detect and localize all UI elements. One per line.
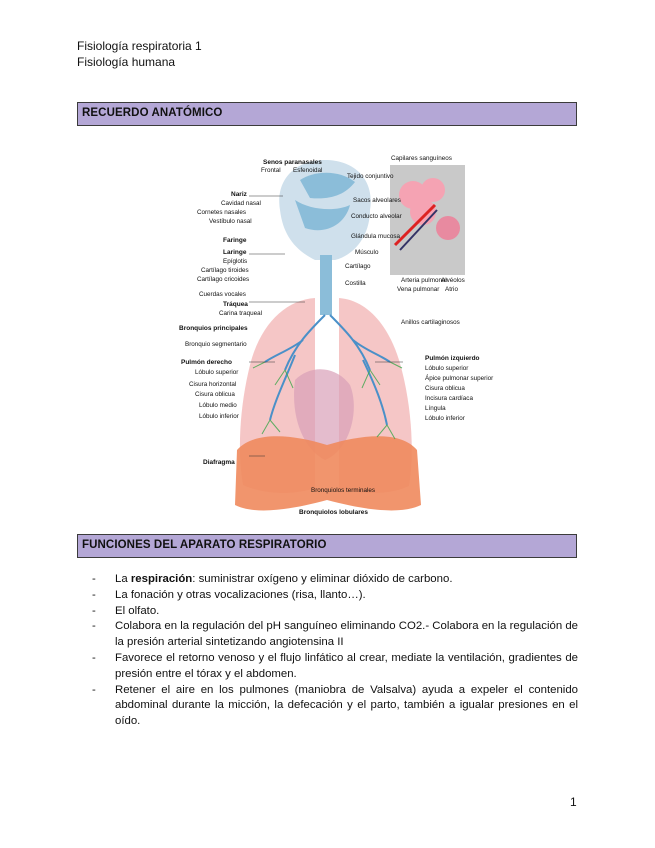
label-cornetes: Cornetes nasales <box>197 209 247 216</box>
label-frontal: Frontal <box>261 167 281 174</box>
label-nariz: Nariz <box>231 191 247 198</box>
list-item: - La respiración: suministrar oxígeno y eliminar dióxido de carbono. <box>92 573 453 585</box>
label-lobulo-inf-d: Lóbulo inferior <box>199 413 239 420</box>
label-bronq-lobulares: Bronquiolos lobulares <box>299 509 368 516</box>
label-bronquios-principales: Bronquios principales <box>179 325 248 332</box>
header-line-1: Fisiología respiratoria 1 <box>77 39 202 53</box>
label-bronquio-segmentario: Bronquio segmentario <box>185 341 247 348</box>
label-costilla: Costilla <box>345 280 366 287</box>
label-carina: Carina traqueal <box>219 310 263 317</box>
label-tejido: Tejido conjuntivo <box>347 173 394 180</box>
list-item: - El olfato. <box>92 604 160 617</box>
section-title-anatomy: RECUERDO ANATÓMICO <box>77 102 577 126</box>
label-cisura-obl-d: Cisura oblicua <box>195 391 235 398</box>
label-cart-tiroides: Cartílago tiroides <box>201 267 249 274</box>
label-sacos: Sacos alveolares <box>353 197 401 204</box>
functions-list <box>92 572 578 730</box>
respiratory-anatomy-figure <box>165 150 494 520</box>
label-bronq-terminales: Bronquiolos terminales <box>311 487 376 494</box>
label-atrio: Atrio <box>445 286 458 293</box>
list-item: - Favorece el retorno venoso y el flujo linfático al crear, mediate la ventilación, gradientes de presión entre el tórax y el abdomen. <box>92 651 578 680</box>
section-title-functions: FUNCIONES DEL APARATO RESPIRATORIO <box>77 534 577 558</box>
label-lobulo-medio: Lóbulo medio <box>199 402 237 409</box>
label-lobulo-inf-i: Lóbulo inferior <box>425 415 465 422</box>
label-senos: Senos paranasales <box>263 159 322 166</box>
list-item: - La fonación y otras vocalizaciones (risa, llanto…). <box>92 588 366 601</box>
label-lobulo-sup-i: Lóbulo superior <box>425 365 469 372</box>
list-item: - Retener el aire en los pulmones (maniobra de Valsalva) ayuda a expeler el contenido abdominal durante la micción, la defecación y el parto, también a igualar presiones en el oído. <box>92 683 578 728</box>
label-lingula: Língula <box>425 405 446 412</box>
label-cisura-horizontal: Cisura horizontal <box>189 381 237 388</box>
label-pulmon-derecho: Pulmón derecho <box>181 359 232 366</box>
label-vena: Vena pulmonar <box>397 286 440 293</box>
label-esfenoidal: Esfenoidal <box>293 167 323 174</box>
list-item: - Colabora en la regulación del pH sanguíneo eliminando CO2.- Colabora en la regulación de la presión arterial sintetizando angiotensina II <box>92 620 578 649</box>
label-apice: Ápice pulmonar superior <box>425 375 494 382</box>
label-musculo: Músculo <box>355 249 379 256</box>
label-faringe: Faringe <box>223 237 247 244</box>
label-diafragma: Diafragma <box>203 459 235 466</box>
label-cavidad-nasal: Cavidad nasal <box>221 200 261 207</box>
label-glandula: Glándula mucosa <box>351 233 401 240</box>
label-capilares: Capilares sanguíneos <box>391 155 452 162</box>
label-anillos: Anillos cartilaginosos <box>401 319 460 326</box>
label-incisura: Incisura cardíaca <box>425 395 473 402</box>
label-alveolos: Alvéolos <box>441 277 465 284</box>
label-cuerdas: Cuerdas vocales <box>199 291 246 298</box>
page-number: 1 <box>570 795 577 809</box>
label-conducto: Conducto alveolar <box>351 213 402 220</box>
header-line-2: Fisiología humana <box>77 55 176 69</box>
label-arteria: Arteria pulmonar <box>401 277 448 284</box>
label-cisura-obl-i: Cisura oblicua <box>425 385 465 392</box>
label-lobulo-sup-d: Lóbulo superior <box>195 369 239 376</box>
label-vestibulo: Vestíbulo nasal <box>209 218 252 225</box>
label-pulmon-izquierdo: Pulmón izquierdo <box>425 355 480 362</box>
label-cart-cricoides: Cartílago cricoides <box>197 276 250 283</box>
label-cartilago: Cartílago <box>345 263 371 270</box>
label-laringe: Laringe <box>223 249 247 256</box>
label-traquea: Tráquea <box>223 301 248 308</box>
label-epiglotis: Epíglotis <box>223 258 248 265</box>
